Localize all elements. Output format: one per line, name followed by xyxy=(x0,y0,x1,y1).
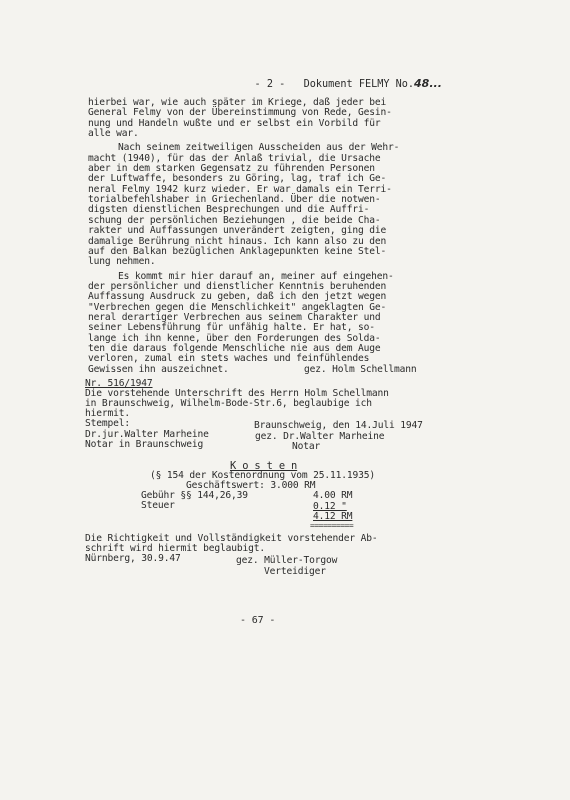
body-line: Auffassung Ausdruck zu geben, daß ich den jetzt wegen xyxy=(88,291,387,302)
signature-schellmann: gez. Holm Schellmann xyxy=(304,364,417,375)
certification-place-date: Braunschweig, den 14.Juli 1947 xyxy=(254,420,423,431)
certification-line: hiermit. xyxy=(85,408,131,419)
body-line: "Verbrechen gegen die Menschlichkeit" angeklagten Ge- xyxy=(88,302,387,313)
closing-role: Verteidiger xyxy=(264,566,326,577)
body-line: seiner Lebensführung für unfähig halte. Er hat, so- xyxy=(88,322,375,333)
notary-title-right: Notar xyxy=(292,441,321,452)
body-line: alle war. xyxy=(88,128,139,139)
certification-number: Nr. 516/1947 xyxy=(85,378,153,389)
document-label: Dokument FELMY No. xyxy=(303,79,415,90)
fee-value: 4.00 RM xyxy=(313,490,353,501)
body-line: Nach seinem zeitweiligen Ausscheiden aus der Wehr- xyxy=(118,142,400,153)
costs-title: K o s t e n xyxy=(230,460,298,472)
body-line: General Felmy von der Übereinstimmung von Rede, Gesin- xyxy=(88,107,392,118)
body-line: Gewissen ihn auszeichnet. xyxy=(88,364,229,375)
costs-paragraph: (§ 154 der Kostenordnung vom 25.11.1935) xyxy=(150,470,376,481)
body-line: neral Felmy 1942 kurz wieder. Er war damals ein Terri- xyxy=(88,184,392,195)
total-double-rule: ========== xyxy=(310,521,354,530)
closing-line: Die Richtigkeit und Vollständigkeit vorstehender Ab- xyxy=(85,533,378,544)
body-line: hierbei war, wie auch später im Kriege, daß jeder bei xyxy=(88,97,387,108)
body-line: ten die daraus folgende Menschliche nie aus dem Auge xyxy=(88,343,381,354)
closing-line: schrift wird hiermit beglaubigt. xyxy=(85,543,266,554)
document-header xyxy=(230,66,442,101)
body-line: Es kommt mir hier darauf an, meiner auf eingehen- xyxy=(118,271,394,282)
business-value: Geschäftswert: 3.000 RM xyxy=(186,480,316,491)
body-line: digsten dienstlichen Besprechungen und die Auffri- xyxy=(88,204,370,215)
stamp-label: Stempel: xyxy=(85,418,131,429)
document-number: 48... xyxy=(414,77,442,90)
body-line: aber in dem starken Gegensatz zu führenden Personen xyxy=(88,163,375,174)
body-line: macht (1940), für das der Anlaß trivial, die Ursache xyxy=(88,153,381,164)
body-line: der Luftwaffe, besonders zu Göring, lag, traf ich Ge- xyxy=(88,173,387,184)
body-line: verloren, zumal ein stets waches und feinfühlendes xyxy=(88,353,370,364)
body-line: neral derartiger Verbrechen aus seinem Charakter und xyxy=(88,312,381,323)
body-line: damalige Berührung nicht hinaus. Ich kann also zu den xyxy=(88,236,387,247)
notary-title-left: Notar in Braunschweig xyxy=(85,439,204,450)
tax-label: Steuer xyxy=(141,500,175,511)
body-line: der persönlicher und dienstlicher Kenntnis beruhenden xyxy=(88,281,387,292)
closing-signature: gez. Müller-Torgow xyxy=(236,555,338,566)
notary-signature-right: gez. Dr.Walter Marheine xyxy=(255,431,385,442)
closing-place-date: Nürnberg, 30.9.47 xyxy=(85,553,181,564)
body-line: auf den Balkan bezüglichen Anklagepunkten keine Stel- xyxy=(88,246,387,257)
tax-value: 0.12 " xyxy=(313,501,347,512)
body-line: rakter und Auffassungen unverändert zeigten, ging die xyxy=(88,225,387,236)
body-line: lung nehmen. xyxy=(88,256,156,267)
total-value: 4.12 RM xyxy=(313,511,353,522)
certification-line: Die vorstehende Unterschrift des Herrn Holm Schellmann xyxy=(85,388,389,399)
notary-name-left: Dr.jur.Walter Marheine xyxy=(85,429,209,440)
body-line: nung und Handeln wußte und er selbst ein Vorbild für xyxy=(88,118,381,129)
body-line: lange ich ihn kenne, über den Forderungen des Solda- xyxy=(88,333,381,344)
page-marker: - 2 - xyxy=(254,79,286,90)
body-line: torialbefehlshaber in Griechenland. Über die notwen- xyxy=(88,194,381,205)
certification-line: in Braunschweig, Wilhelm-Bode-Str.6, beglaubige ich xyxy=(85,398,372,409)
body-line: schung der persönlichen Beziehungen , die beide Cha- xyxy=(88,215,381,226)
fee-label: Gebühr §§ 144,26,39 xyxy=(141,490,248,501)
footer-page-number: - 67 - xyxy=(240,615,276,626)
